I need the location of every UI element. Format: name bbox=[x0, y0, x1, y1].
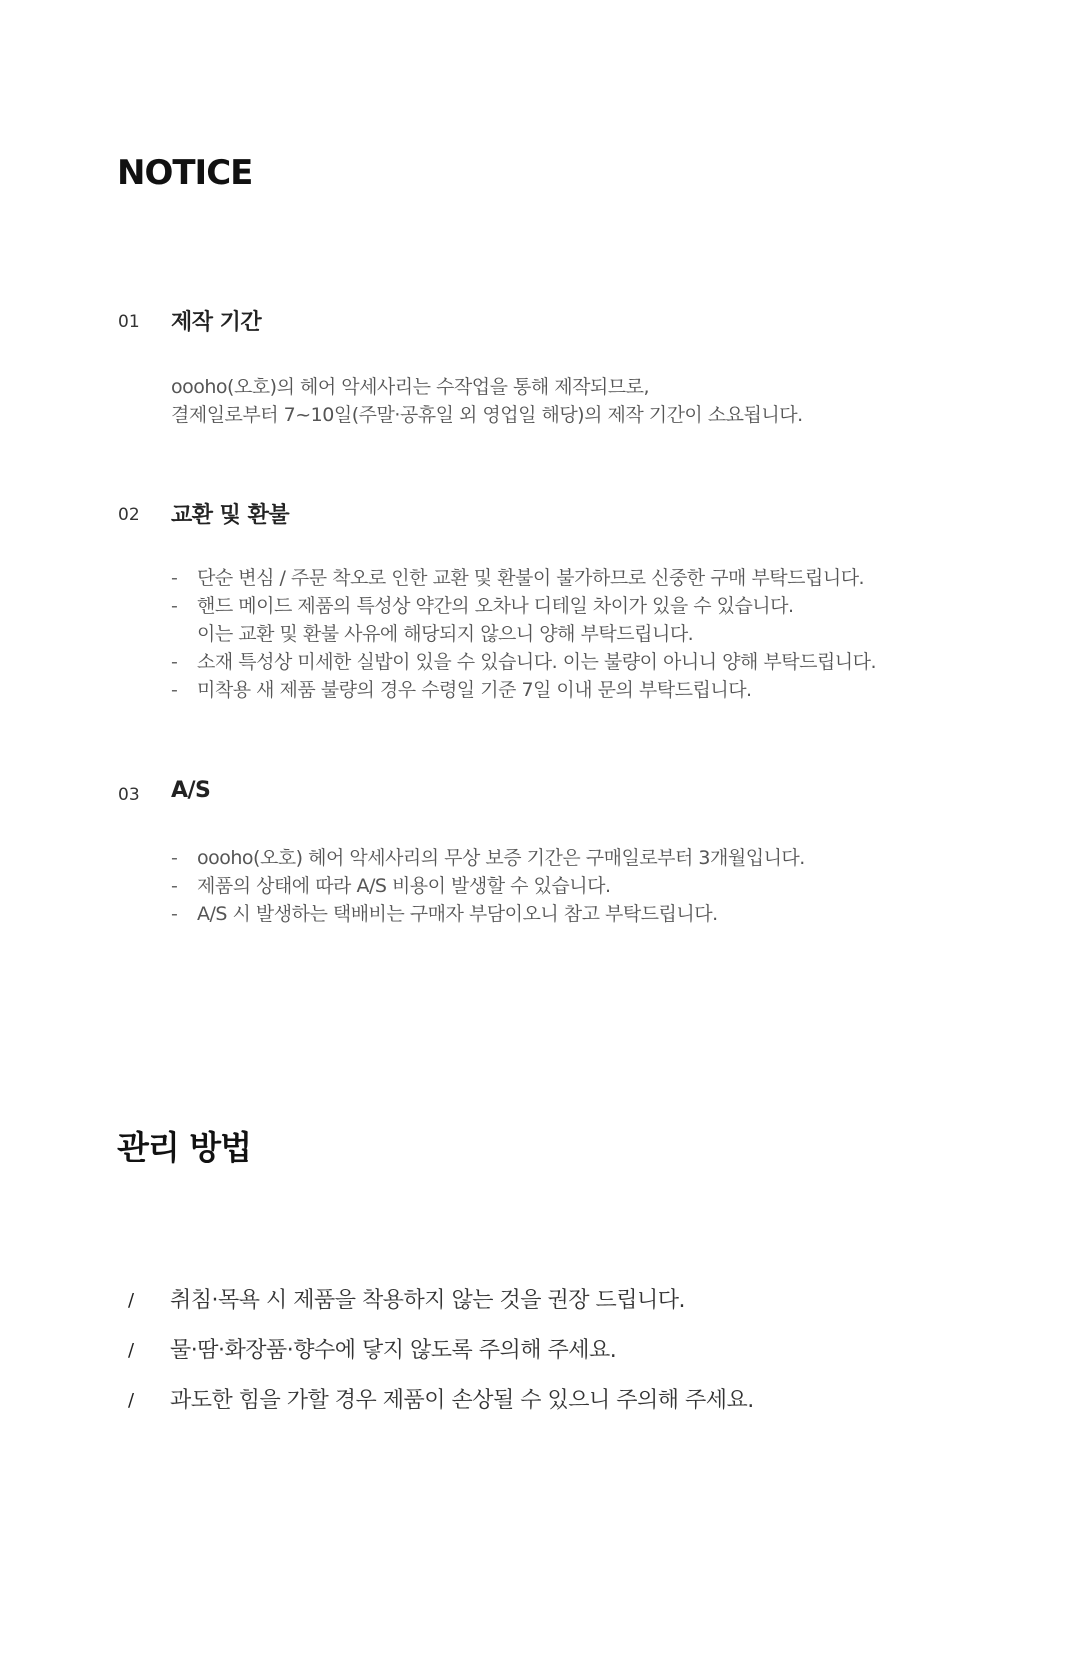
list-item-text: A/S 시 발생하는 택배비는 구매자 부담이오니 참고 부탁드립니다. bbox=[197, 903, 718, 925]
bullet-list bbox=[171, 564, 876, 704]
list-item bbox=[171, 676, 876, 704]
paragraph-line: oooho(오호)의 헤어 악세사리는 수작업을 통해 제작되므로, bbox=[171, 376, 650, 398]
list-item bbox=[171, 648, 876, 676]
section-title: A/S bbox=[171, 778, 211, 803]
section-title: 교환 및 환불 bbox=[171, 503, 290, 528]
list-item-text-continued: 이는 교환 및 환불 사유에 해당되지 않으니 양해 부탁드립니다. bbox=[197, 623, 694, 645]
section-title: 제작 기간 bbox=[171, 310, 262, 335]
list-item bbox=[171, 900, 805, 928]
list-item-text: 핸드 메이드 제품의 특성상 약간의 오차나 디테일 차이가 있을 수 있습니다. bbox=[197, 595, 794, 617]
bullet-list bbox=[171, 844, 805, 928]
dash-marker: - bbox=[171, 875, 178, 897]
care-item bbox=[128, 1286, 754, 1336]
dash-marker: - bbox=[171, 903, 178, 925]
list-item-text: 단순 변심 / 주문 착오로 인한 교환 및 환불이 불가하므로 신중한 구매 부탁드립니다. bbox=[197, 567, 865, 589]
dash-marker: - bbox=[171, 595, 178, 617]
dash-marker: - bbox=[171, 679, 178, 701]
slash-marker: / bbox=[128, 1390, 134, 1411]
care-item-text: 과도한 힘을 가할 경우 제품이 손상될 수 있으니 주의해 주세요. bbox=[170, 1388, 754, 1413]
section-number: 01 bbox=[118, 312, 140, 332]
list-item-text: oooho(오호) 헤어 악세사리의 무상 보증 기간은 구매일로부터 3개월입니다. bbox=[197, 847, 805, 869]
care-item bbox=[128, 1386, 754, 1436]
section-number: 03 bbox=[118, 785, 140, 805]
list-item bbox=[171, 844, 805, 872]
list-item bbox=[171, 872, 805, 900]
dash-marker: - bbox=[171, 847, 178, 869]
slash-marker: / bbox=[128, 1290, 134, 1311]
section-body bbox=[171, 373, 803, 429]
list-item-text: 제품의 상태에 따라 A/S 비용이 발생할 수 있습니다. bbox=[197, 875, 611, 897]
care-list bbox=[128, 1286, 754, 1436]
list-item bbox=[171, 592, 876, 648]
care-item-text: 취침·목욕 시 제품을 착용하지 않는 것을 권장 드립니다. bbox=[170, 1288, 685, 1313]
dash-marker: - bbox=[171, 651, 178, 673]
care-title: 관리 방법 bbox=[117, 1128, 252, 1167]
list-item-text: 미착용 새 제품 불량의 경우 수령일 기준 7일 이내 문의 부탁드립니다. bbox=[197, 679, 752, 701]
paragraph-line: 결제일로부터 7~10일(주말·공휴일 외 영업일 해당)의 제작 기간이 소요됩니다. bbox=[171, 404, 803, 426]
notice-title: NOTICE bbox=[117, 153, 253, 193]
care-item-text: 물·땀·화장품·향수에 닿지 않도록 주의해 주세요. bbox=[170, 1338, 617, 1363]
care-item bbox=[128, 1336, 754, 1386]
list-item bbox=[171, 564, 876, 592]
slash-marker: / bbox=[128, 1340, 134, 1361]
list-item-text: 소재 특성상 미세한 실밥이 있을 수 있습니다. 이는 불량이 아니니 양해 부탁드립니다. bbox=[197, 651, 877, 673]
section-number: 02 bbox=[118, 505, 140, 525]
dash-marker: - bbox=[171, 567, 178, 589]
